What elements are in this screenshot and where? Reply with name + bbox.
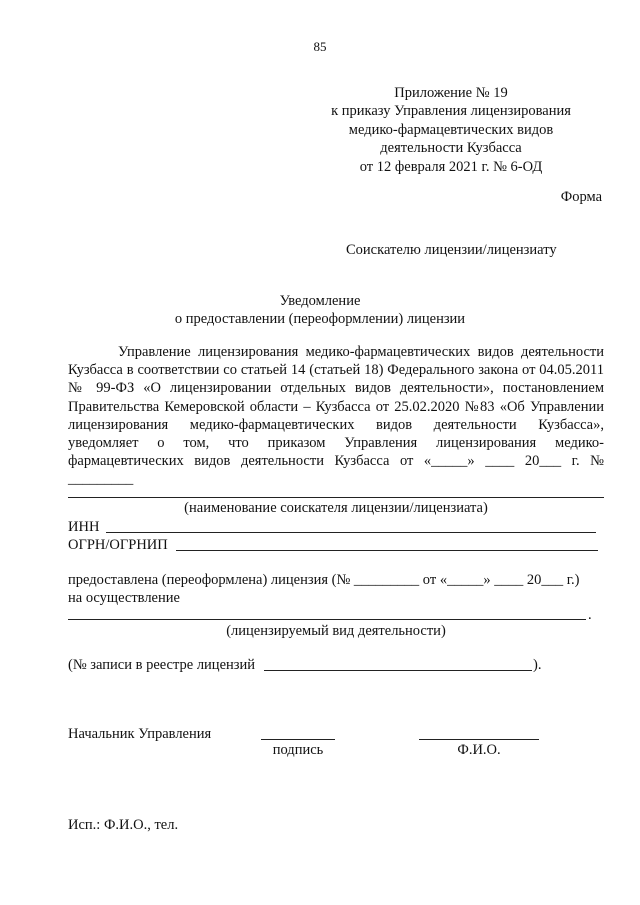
registry-field[interactable] xyxy=(264,670,532,671)
appendix-line-2: к приказу Управления лицензирования xyxy=(331,103,571,120)
executor-note: Исп.: Ф.И.О., тел. xyxy=(68,817,179,833)
appendix-line-3: медико-фармацевтических видов xyxy=(348,121,554,138)
page-number: 85 xyxy=(313,39,327,54)
signer-position: Начальник Управления xyxy=(68,726,212,742)
title-line-2: о предоставлении (переоформлении) лицензии xyxy=(174,311,466,327)
implementation-row: на осуществление xyxy=(68,590,180,606)
granted-row: предоставлена (переоформлена) лицензия (№ _________ от «_____» ____ 20___ г.) xyxy=(68,572,580,588)
appendix-line-1: Приложение № 19 xyxy=(394,85,508,101)
activity-field[interactable] xyxy=(68,619,586,620)
applicant-name-line[interactable] xyxy=(68,497,604,498)
signature-field[interactable] xyxy=(261,739,335,740)
applicant-caption: (наименование соискателя лицензии/лицензиата) xyxy=(184,500,488,516)
inn-row xyxy=(68,518,99,536)
body-paragraph: Управление лицензирования медико-фармацевтических видов деятельности Кузбасса в соответствии со статьей 14 (статьей 18) Федерального закона от 04.05.2011 № 99-ФЗ «О лицензировании отдельных видов деятельности», постановлением Правительства Кемеровской области – Кузбасса от 25.02.2020 №83 «Об Управлении лицензирования медико-фармацевтических видов деятельности Кузбасса», уведомляет о том, что приказом Управления лицензирования медико-фармацевтических видов деятельности Кузбасса от «_____» ____ 20___ г. № _________ xyxy=(68,344,604,488)
form-label: Форма xyxy=(560,189,602,205)
ogrn-row xyxy=(68,536,168,554)
registry-close: ). xyxy=(533,657,542,673)
title-line-1: Уведомление xyxy=(279,293,361,309)
appendix-block xyxy=(300,84,602,176)
activity-period: . xyxy=(588,607,592,623)
addressee: Соискателю лицензии/лицензиату xyxy=(346,242,557,258)
registry-row xyxy=(68,656,255,674)
appendix-line-5: от 12 февраля 2021 г. № 6-ОД xyxy=(359,158,543,175)
inn-label: ИНН xyxy=(68,519,100,535)
ogrn-field[interactable] xyxy=(176,550,598,551)
appendix-line-4: деятельности Кузбасса xyxy=(380,140,522,157)
registry-label: (№ записи в реестре лицензий xyxy=(68,657,256,673)
signature-caption: подпись xyxy=(272,742,324,758)
document-title xyxy=(0,292,640,328)
name-caption: Ф.И.О. xyxy=(457,742,501,758)
activity-caption: (лицензируемый вид деятельности) xyxy=(226,623,446,639)
inn-field[interactable] xyxy=(106,532,596,533)
name-field[interactable] xyxy=(419,739,539,740)
ogrn-label: ОГРН/ОГРНИП xyxy=(68,537,168,553)
